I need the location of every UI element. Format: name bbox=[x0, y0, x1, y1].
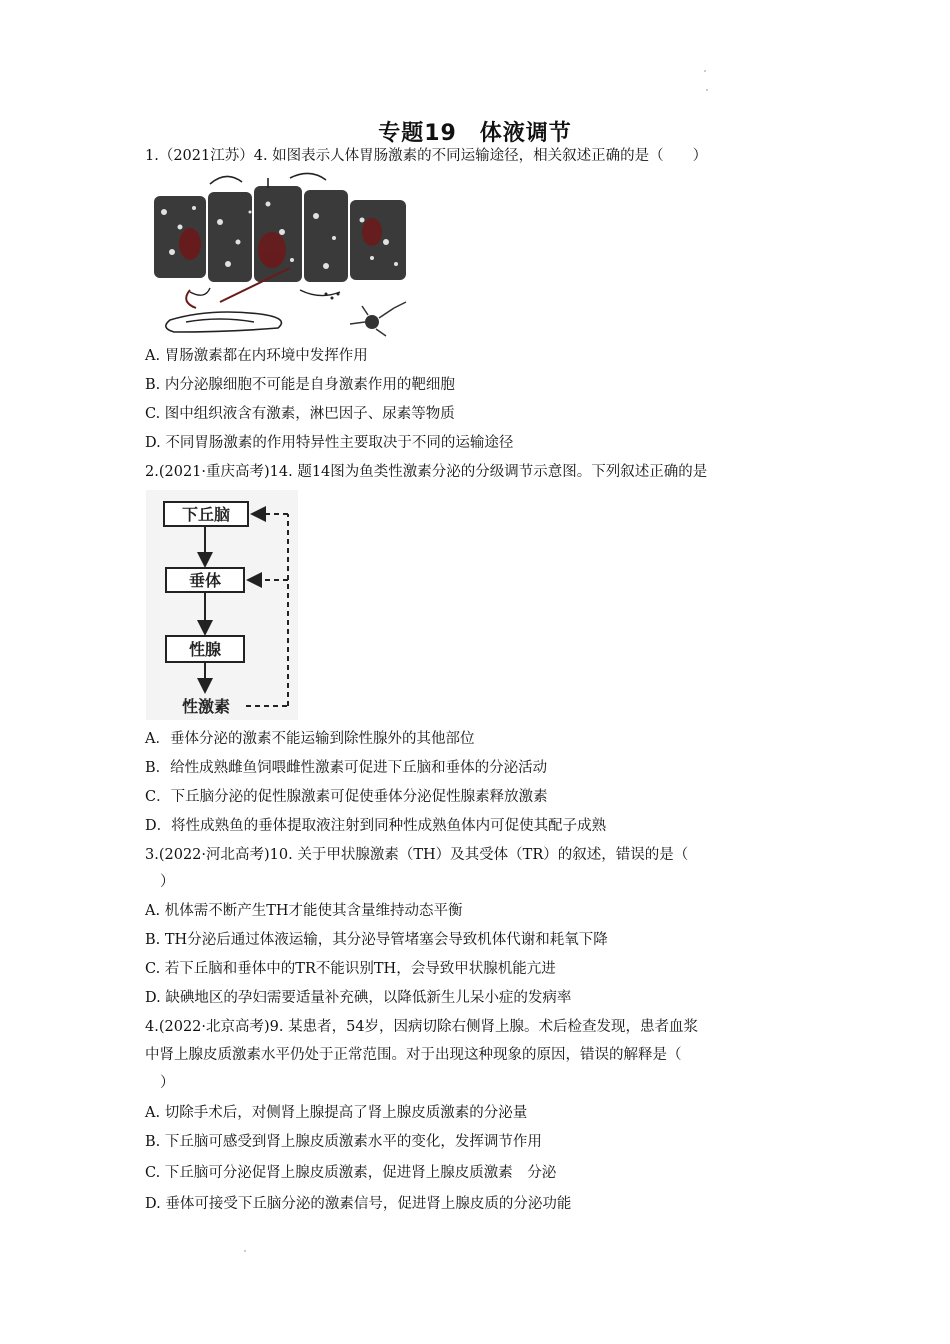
q4-option-c: C. 下丘脑可分泌促肾上腺皮质激素，促进肾上腺皮质激素 分泌 bbox=[145, 1165, 557, 1181]
diagram-box-pituitary: 垂体 bbox=[188, 571, 222, 590]
q4-option-b: B. 下丘脑可感受到肾上腺皮质激素水平的变化，发挥调节作用 bbox=[145, 1134, 542, 1150]
q2-stem: 2.(2021·重庆高考)14. 题14图为鱼类性激素分泌的分级调节示意图。下列叙述正确的是 bbox=[145, 464, 708, 480]
q4-stem-line2: 中肾上腺皮质激素水平仍处于正常范围。对于出现这种现象的原因，错误的解释是（ bbox=[145, 1047, 682, 1063]
q4-option-a: A. 切除手术后，对侧肾上腺提高了肾上腺皮质激素的分泌量 bbox=[145, 1105, 528, 1121]
q3-option-b: B. TH分泌后通过体液运输，其分泌导管堵塞会导致机体代谢和耗氧下降 bbox=[145, 932, 608, 948]
q2-option-c: C．下丘脑分泌的促性腺激素可促使垂体分泌促性腺素释放激素 bbox=[145, 789, 548, 805]
q4-stem-close: ） bbox=[160, 1075, 175, 1091]
q2-option-a: A．垂体分泌的激素不能运输到除性腺外的其他部位 bbox=[145, 731, 475, 747]
diagram-box-hypothalamus: 下丘脑 bbox=[181, 505, 231, 524]
scan-speck bbox=[706, 89, 708, 91]
q2-option-d: D．将性成熟鱼的垂体提取液注射到同种性成熟鱼体内可促使其配子成熟 bbox=[145, 818, 607, 834]
q3-option-c: C. 若下丘脑和垂体中的TR不能识别TH，会导致甲状腺机能亢进 bbox=[145, 961, 556, 977]
q1-option-b: B. 内分泌腺细胞不可能是自身激素作用的靶细胞 bbox=[145, 377, 455, 393]
page-title: 专题19 体液调节 bbox=[378, 121, 572, 146]
q3-stem-close: ） bbox=[160, 874, 175, 890]
q1-option-c: C. 图中组织液含有激素，淋巴因子、尿素等物质 bbox=[145, 406, 455, 422]
gut-hormone-figure bbox=[150, 172, 412, 338]
q3-option-a: A. 机体需不断产生TH才能使其含量维持动态平衡 bbox=[145, 903, 463, 919]
q1-option-a: A. 胃肠激素都在内环境中发挥作用 bbox=[145, 348, 368, 364]
q4-option-d: D. 垂体可接受下丘脑分泌的激素信号，促进肾上腺皮质的分泌功能 bbox=[145, 1196, 572, 1212]
q3-stem: 3.(2022·河北高考)10. 关于甲状腺激素（TH）及其受体（TR）的叙述，错误的是（ bbox=[145, 847, 689, 863]
hormone-regulation-diagram bbox=[146, 490, 298, 720]
q4-stem: 4.(2022·北京高考)9. 某患者，54岁，因病切除右侧肾上腺。术后检查发现，患者血浆 bbox=[145, 1019, 699, 1035]
scan-speck bbox=[244, 1250, 246, 1252]
scan-speck bbox=[704, 70, 706, 72]
diagram-output-sex-hormone: 性激素 bbox=[181, 697, 231, 716]
q1-option-d: D. 不同胃肠激素的作用特异性主要取决于不同的运输途径 bbox=[145, 435, 514, 451]
q3-option-d: D. 缺碘地区的孕妇需要适量补充碘，以降低新生儿呆小症的发病率 bbox=[145, 990, 572, 1006]
q2-option-b: B．给性成熟雌鱼饲喂雌性激素可促进下丘脑和垂体的分泌活动 bbox=[145, 760, 548, 776]
diagram-box-gonad: 性腺 bbox=[188, 640, 222, 659]
q1-stem: 1.（2021江苏）4. 如图表示人体胃肠激素的不同运输途径，相关叙述正确的是（ ） bbox=[145, 148, 708, 164]
